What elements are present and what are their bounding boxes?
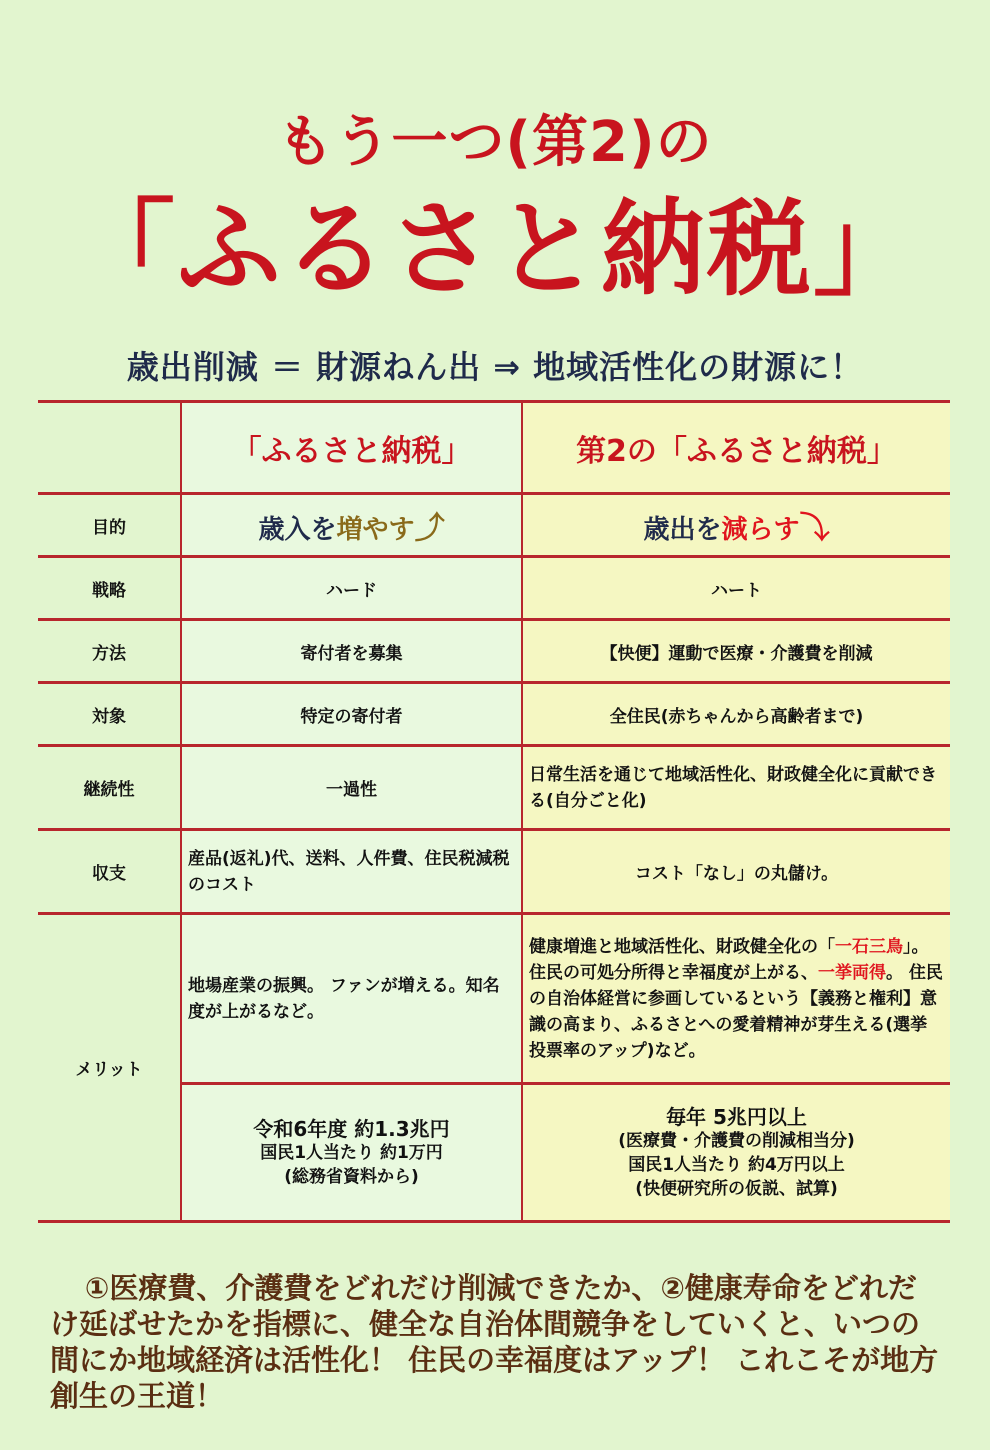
footer-text: ①医療費、介護費をどれだけ削減できたか、②健康寿命をどれだけ延ばせたかを指標に、健全な自治体間競争をしていくと、いつの間にか地域経済は活性化！ 住民の幸福度はアップ！ これこそが地方創生の王道！: [50, 1271, 939, 1413]
summary-second-line1: 毎年 5兆円以上: [666, 1104, 807, 1129]
purpose-c2-increase: 増やす: [336, 515, 415, 545]
down-arrow-icon: ⤵: [799, 511, 830, 546]
target-second: 全住民(赤ちゃんから高齢者まで): [522, 683, 950, 746]
summary-second-line3: 国民1人当たり 約4万円以上: [628, 1154, 845, 1175]
row-label-purpose: 目的: [38, 494, 181, 557]
row-method: [38, 620, 950, 683]
merit-second-text3: 。 住民の自治体経営に参画しているという【義務と権利】意識の高まり、ふるさとへの愛着精神が芽生える(選挙投票率のアップ)など。: [529, 962, 943, 1061]
header-row: [38, 402, 950, 494]
row-balance: [38, 830, 950, 914]
row-target: [38, 683, 950, 746]
row-continuity: [38, 746, 950, 830]
purpose-second: [522, 494, 950, 557]
row-merit: [38, 914, 950, 1084]
target-furusato: 特定の寄付者: [181, 683, 522, 746]
merit-furusato: 地場産業の振興。 ファンが増える。知名度が上がるなど。: [181, 914, 522, 1084]
summary-second-line4: (快便研究所の仮説、試算): [635, 1178, 838, 1199]
purpose-furusato: [181, 494, 522, 557]
summary-second: [522, 1084, 950, 1222]
merit-second: [522, 914, 950, 1084]
balance-second: コスト「なし」の丸儲け。: [522, 830, 950, 914]
method-furusato: 寄付者を募集: [181, 620, 522, 683]
summary-furusato-line1: 令和6年度 約1.3兆円: [253, 1116, 450, 1141]
row-strategy: [38, 557, 950, 620]
header-furusato: 「ふるさと納税」: [181, 402, 522, 494]
title-line1: もう一つ(第2)の: [277, 110, 713, 175]
row-label-strategy: 戦略: [38, 557, 181, 620]
row-purpose: [38, 494, 950, 557]
merit-second-text2: 」。 住民の可処分所得と幸福度が上がる、: [529, 936, 929, 983]
row-label-continuity: 継続性: [38, 746, 181, 830]
summary-second-line2: (医療費・介護費の削減相当分): [618, 1130, 855, 1151]
merit-second-highlight2: 一挙両得: [818, 962, 886, 983]
balance-furusato: 産品(返礼)代、送料、人件費、住民税減税のコスト: [181, 830, 522, 914]
row-label-method: 方法: [38, 620, 181, 683]
summary-furusato: [181, 1084, 522, 1222]
row-label-merit: メリット: [38, 914, 181, 1222]
method-second: 【快便】運動で医療・介護費を削減: [522, 620, 950, 683]
purpose-c3-part1: 歳出を: [643, 515, 722, 545]
merit-second-text1: 健康増進と地域活性化、財政健全化の「: [529, 936, 835, 957]
row-label-target: 対象: [38, 683, 181, 746]
continuity-furusato: 一過性: [181, 746, 522, 830]
title-main: 「ふるさと納税」: [70, 188, 919, 310]
summary-furusato-line2: 国民1人当たり 約1万円: [260, 1142, 443, 1163]
continuity-second: 日常生活を通じて地域活性化、財政健全化に貢献できる(自分ごと化): [522, 746, 950, 830]
summary-furusato-line3: (総務省資料から): [284, 1166, 419, 1187]
purpose-c3-reduce: 減らす: [721, 515, 800, 545]
row-label-balance: 収支: [38, 830, 181, 914]
strategy-furusato: ハード: [181, 557, 522, 620]
strategy-second: ハート: [522, 557, 950, 620]
subtitle: 歳出削減 ＝ 財源ねん出 ⇒ 地域活性化の財源に！: [126, 348, 864, 386]
purpose-c2-part1: 歳入を: [258, 515, 337, 545]
merit-second-highlight1: 一石三鳥: [835, 936, 903, 957]
comparison-table: [38, 400, 950, 1223]
header-second-furusato: 第2の「ふるさと納税」: [522, 402, 950, 494]
up-arrow-icon: ⤴: [414, 511, 445, 546]
header-empty-cell: [38, 402, 181, 494]
